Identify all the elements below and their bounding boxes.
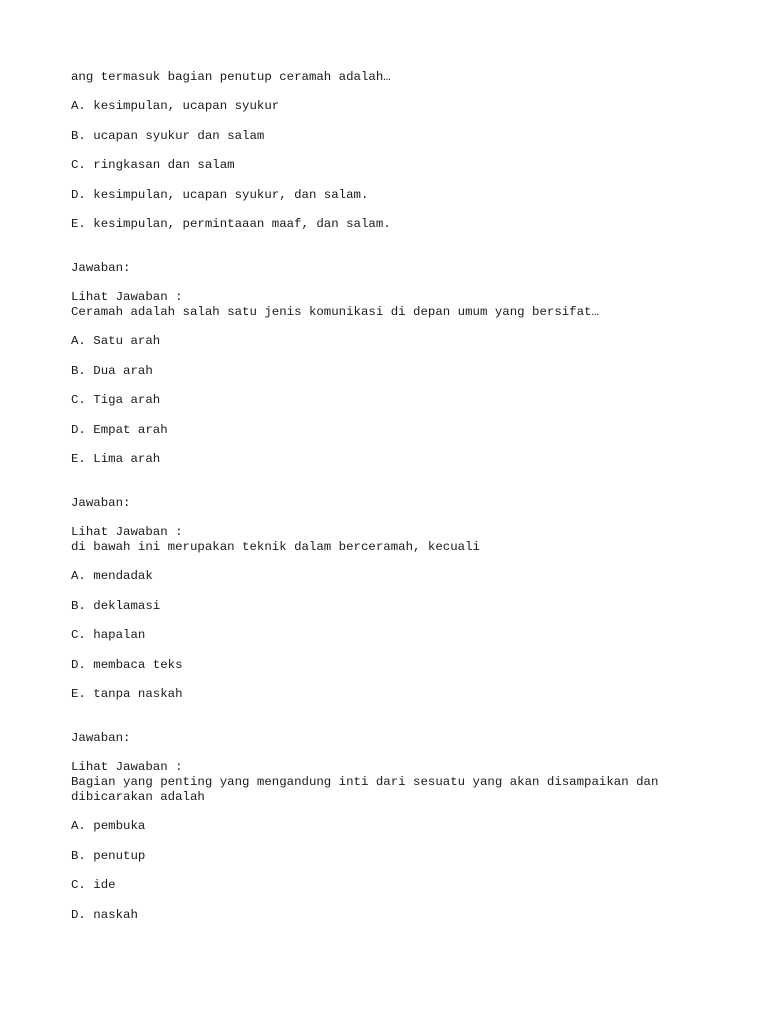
option-2e: E. Lima arah (71, 452, 161, 466)
question-3: di bawah ini merupakan teknik dalam berceramah, kecuali (71, 540, 480, 554)
option-2a: A. Satu arah (71, 334, 161, 348)
option-3d: D. membaca teks (71, 657, 183, 672)
see-answer-link-1[interactable]: Lihat Jawaban : (71, 290, 183, 304)
option-4d: D. naskah (71, 907, 138, 922)
option-1e: E. kesimpulan, permintaaan maaf, dan salam. (71, 217, 391, 231)
option-2b: B. Dua arah (71, 363, 153, 378)
option-2c: C. Tiga arah (71, 393, 161, 407)
option-3a: A. mendadak (71, 569, 153, 583)
option-1c: C. ringkasan dan salam (71, 158, 235, 172)
question-4: Bagian yang penting yang mengandung inti dari sesuatu yang akan disampaikan dan dibicarakan adalah (71, 775, 659, 804)
see-answer-link-3[interactable]: Lihat Jawaban : (71, 760, 183, 774)
question-1: ang termasuk bagian penutup ceramah adalah… (71, 70, 391, 84)
option-1d: D. kesimpulan, ucapan syukur, dan salam. (71, 187, 369, 202)
option-4a: A. pembuka (71, 819, 146, 833)
answer-label-2: Jawaban: (71, 496, 131, 510)
answer-label-1: Jawaban: (71, 261, 131, 275)
option-1b: B. ucapan syukur dan salam (71, 128, 265, 143)
option-3c: C. hapalan (71, 628, 146, 642)
question-2: Ceramah adalah salah satu jenis komunikasi di depan umum yang bersifat… (71, 305, 599, 319)
option-3e: E. tanpa naskah (71, 687, 183, 701)
answer-label-3: Jawaban: (71, 731, 131, 745)
see-answer-link-2[interactable]: Lihat Jawaban : (71, 525, 183, 539)
option-2d: D. Empat arah (71, 422, 168, 437)
option-3b: B. deklamasi (71, 598, 161, 613)
option-4c: C. ide (71, 878, 116, 892)
option-1a: A. kesimpulan, ucapan syukur (71, 99, 280, 113)
document-page (71, 70, 731, 923)
option-4b: B. penutup (71, 848, 146, 863)
